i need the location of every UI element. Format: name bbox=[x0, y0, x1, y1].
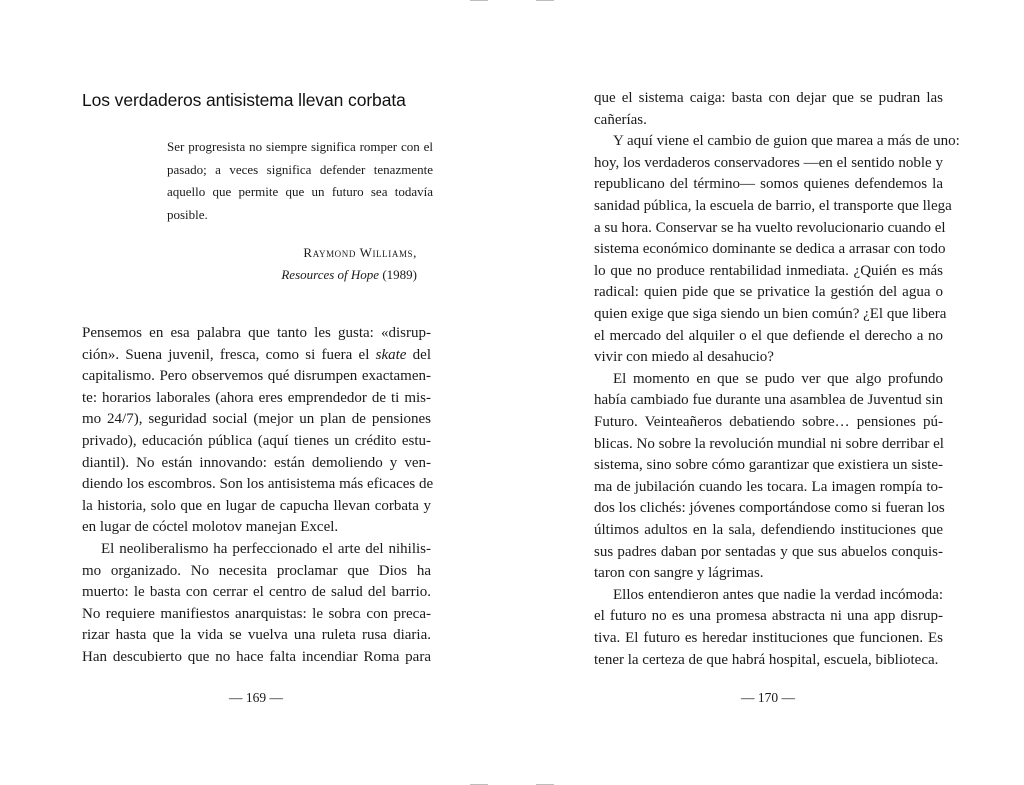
emphasized-word: skate bbox=[375, 346, 407, 363]
chapter-title: Los verdaderos antisistema llevan corbata bbox=[82, 90, 406, 110]
body-line: hoy, los verdaderos conservadores —en el sentido noble y bbox=[594, 154, 943, 171]
body-line: sus padres daban por sentadas y que sus abuelos conquis- bbox=[594, 543, 943, 560]
body-line: taron con sangre y lágrimas. bbox=[594, 565, 764, 582]
body-line: privado), educación pública (aquí tienes un crédito estu- bbox=[82, 433, 431, 449]
body-line: lo que no produce rentabilidad inmediata. ¿Quién es más bbox=[594, 262, 943, 279]
epigraph-source-year: (1989) bbox=[379, 267, 417, 282]
right-page bbox=[512, 0, 1024, 785]
page-number: — 170 — bbox=[741, 690, 795, 705]
body-line: la historia, solo que en lugar de capucha llevan corbata y bbox=[82, 497, 431, 514]
epigraph-source bbox=[281, 264, 417, 286]
body-line: Ellos entendieron antes que nadie la verdad incómoda: bbox=[613, 586, 943, 603]
body-line: a su hora. Conservar se ha vuelto revolucionario cuando el bbox=[594, 219, 946, 236]
body-line: en lugar de cóctel molotov manejan Excel. bbox=[82, 519, 339, 536]
epigraph-author: Raymond Williams, bbox=[303, 245, 417, 260]
epigraph-quote: Ser progresista no siempre significa romper con el pasado; a veces significa defender tenazmente aquello que permite que un futuro sea todavía posible. bbox=[167, 139, 433, 222]
body-line: el futuro no es una promesa abstracta ni una app disrup- bbox=[594, 608, 943, 625]
body-line: No requiere manifiestos anarquistas: le sobra con preca- bbox=[82, 605, 431, 622]
body-line: El neoliberalismo ha perfeccionado el arte del nihilis- bbox=[101, 541, 431, 557]
body-line: mo 24/7), seguridad social (mejor un plan de pensiones bbox=[82, 411, 431, 428]
page-number: — 169 — bbox=[229, 690, 283, 705]
body-line: ma de jubilación cuando les tocara. La imagen rompía to- bbox=[594, 478, 943, 495]
body-line: sanidad pública, la escuela de barrio, el transporte que llega bbox=[594, 198, 952, 214]
body-line: republicano del término— somos quienes defendemos la bbox=[594, 176, 943, 193]
body-line: dos los clichés: jóvenes comportándose como si fueran los bbox=[594, 500, 945, 517]
body-line: diantil). No están innovando: están demoliendo y ven- bbox=[82, 454, 431, 471]
body-line bbox=[82, 345, 431, 367]
body-line: Futuro. Veinteañeros debatiendo sobre… pensiones pú- bbox=[594, 414, 943, 430]
body-line: cañerías. bbox=[594, 111, 647, 128]
body-line: muerto: le basta con cerrar el centro de salud del barrio. bbox=[82, 584, 431, 601]
body-text-fragment: ción». Suena juvenil, fresca, como si fuera el bbox=[82, 346, 376, 363]
body-line: Y aquí viene el cambio de guion que marea a más de uno: bbox=[613, 133, 960, 150]
body-line: te: horarios laborales (ahora eres emprendedor de ti mis- bbox=[82, 389, 431, 406]
body-line: había cambiado fue durante una asamblea de Juventud sin bbox=[594, 392, 943, 409]
body-line: Han descubierto que no hace falta incendiar Roma para bbox=[82, 649, 431, 665]
epigraph-source-title: Resources of Hope bbox=[281, 267, 380, 282]
body-line: capitalismo. Pero observemos qué disrumpen exactamen- bbox=[82, 368, 431, 385]
body-line: tiva. El futuro es heredar instituciones que funcionen. Es bbox=[594, 630, 943, 646]
body-line: que el sistema caiga: basta con dejar que se pudran las bbox=[594, 90, 943, 106]
body-line: blicas. No sobre la revolución mundial ni sobre derribar el bbox=[594, 435, 944, 452]
body-text-fragment: del bbox=[406, 346, 432, 363]
body-line: quien exige que siga siendo un bien común? ¿El que libera bbox=[594, 306, 947, 322]
body-line: rizar hasta que la vida se vuelva una ruleta rusa diaria. bbox=[82, 627, 431, 644]
body-line: mo organizado. No necesita proclamar que Dios ha bbox=[82, 562, 431, 579]
body-line: radical: quien pide que se privatice la gestión del agua o bbox=[594, 284, 943, 301]
body-line: sistema económico dominante se dedica a arrasar con todo bbox=[594, 241, 946, 258]
body-line: últimos adultos en la sala, defendiendo instituciones que bbox=[594, 522, 943, 538]
body-line: El momento en que se pudo ver que algo profundo bbox=[613, 370, 943, 387]
body-line: vivir con miedo al desahucio? bbox=[594, 349, 774, 366]
body-line: diendo los escombros. Son los antisistema más eficaces de bbox=[82, 476, 434, 493]
body-line: tener la certeza de que habrá hospital, escuela, biblioteca. bbox=[594, 651, 939, 668]
body-line: el mercado del alquiler o el que defiende el derecho a no bbox=[594, 327, 943, 344]
body-line: Pensemos en esa palabra que tanto les gusta: «disrup- bbox=[82, 325, 431, 341]
body-line: sistema, sino sobre cómo garantizar que existiera un siste- bbox=[594, 457, 943, 474]
